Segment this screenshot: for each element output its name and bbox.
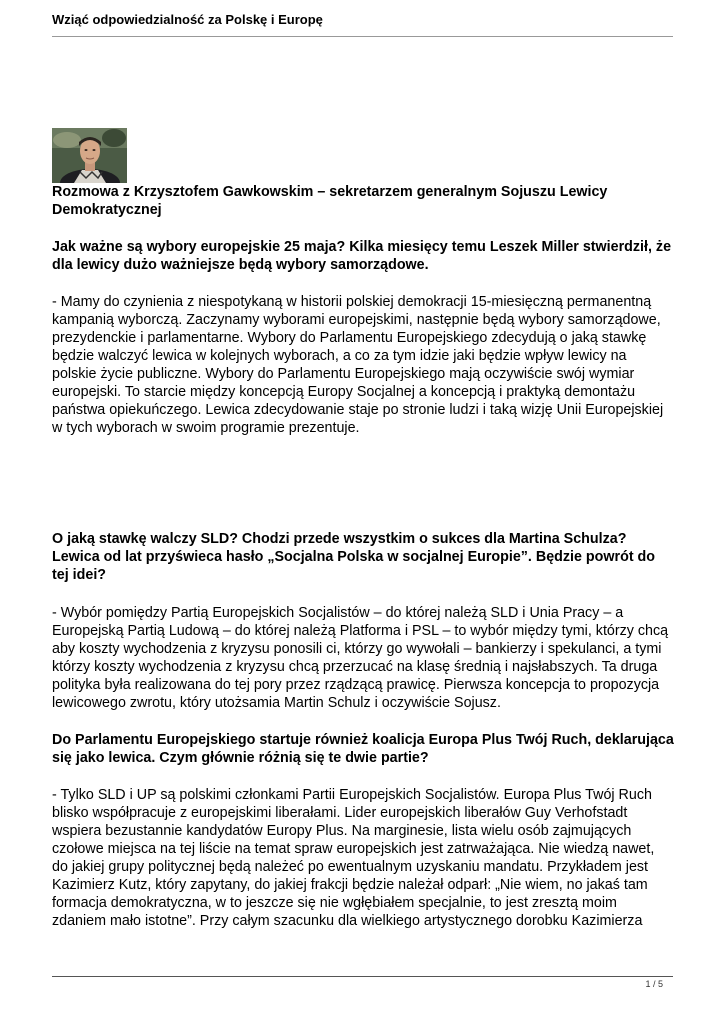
header-divider bbox=[52, 36, 673, 37]
footer-divider bbox=[52, 976, 673, 977]
page-header-title: Wziąć odpowiedzialność za Polskę i Europę bbox=[52, 12, 323, 27]
interview-subtitle: Rozmowa z Krzysztofem Gawkowskim – sekretarzem generalnym Sojuszu Lewicy Demokratycznej bbox=[52, 184, 608, 218]
answer-2: - Wybór pomiędzy Partią Europejskich Socjalistów – do której należą SLD i Unia Pracy – a Europejską Partią Ludową – do której należą Platforma i PSL – to wybór między tymi, którzy chcą aby koszty wychodzenia z kryzysu ponosili ci, którzy go wywołali – bankierzy i spekulanci, a tymi którzy koszty wychodzenia z kryzysu chcą przerzucać na klasę średnią i najsłabszych. Ta druga polityka była realizowana do tej pory przez rządzącą prawicę. Pierwsza koncepcja to propozycja lewicowego zwrotu, który utożsamia Martin Schulz i oczywiście Sojusz. bbox=[52, 605, 669, 711]
question-2: O jaką stawkę walczy SLD? Chodzi przede wszystkim o sukces dla Martina Schulza? Lewica od lat przyświeca hasło „Socjalna Polska w socjalnej Europie”. Będzie powrót do tej idei? bbox=[52, 531, 656, 583]
answer-1: - Mamy do czynienia z niespotykaną w historii polskiej demokracji 15-miesięczną permanentną kampanią wyborczą. Zaczynamy wyborami europejskimi, następnie będą wybory samorządowe, prezydenckie i parlamentarne. Wybory do Parlamentu Europejskiego zdecydują o jaką stawkę będzie walczyć lewica w kolejnych wyborach, a co za tym idzie jaki będzie wpływ lewicy na polskie życie publiczne. Wybory do Parlamentu Europejskiego mają oczywiście swój wymiar europejski. To starcie między koncepcją Europy Socjalnej a koncepcją i praktyką demontażu państwa opiekuńczego. Lewica zdecydowanie staje po stronie ludzi i taką wizję Unii Europejskiej w tych wyborach w swoim programie prezentuje. bbox=[52, 294, 664, 436]
question-3: Do Parlamentu Europejskiego startuje również koalicja Europa Plus Twój Ruch, deklarująca się jako lewica. Czym głównie różnią się te dwie partie? bbox=[52, 732, 674, 766]
portrait-photo bbox=[52, 128, 127, 183]
page-number: 1 / 5 bbox=[645, 979, 663, 989]
question-1: Jak ważne są wybory europejskie 25 maja? Kilka miesięcy temu Leszek Miller stwierdził, że dla lewicy dużo ważniejsze będą wybory samorządowe. bbox=[52, 239, 672, 273]
answer-3: - Tylko SLD i UP są polskimi członkami Partii Europejskich Socjalistów. Europa Plus Twój Ruch blisko współpracuje z europejskimi liberałami. Lider europejskich liberałów Guy Verhofstadt wspiera bezustannie kandydatów Europy Plus. Na marginesie, lista wielu osób zajmujących czołowe miejsca na tej liście na temat spraw europejskich jest zatrważająca. Nie wiedzą nawet, do jakiej grupy politycznej będą należeć po ewentualnym uzyskaniu mandatu. Przykładem jest Kazimierz Kutz, który zapytany, do jakiej frakcji będzie należał odparł: „Nie wiem, no jakaś tam formacja demokratyczna, w to jeszcze się nie wgłębiałem specjalnie, to jest zresztą moim zdaniem mało istotne”. Przy całym szacunku dla wielkiego artystycznego dorobku Kazimierza bbox=[52, 787, 655, 929]
